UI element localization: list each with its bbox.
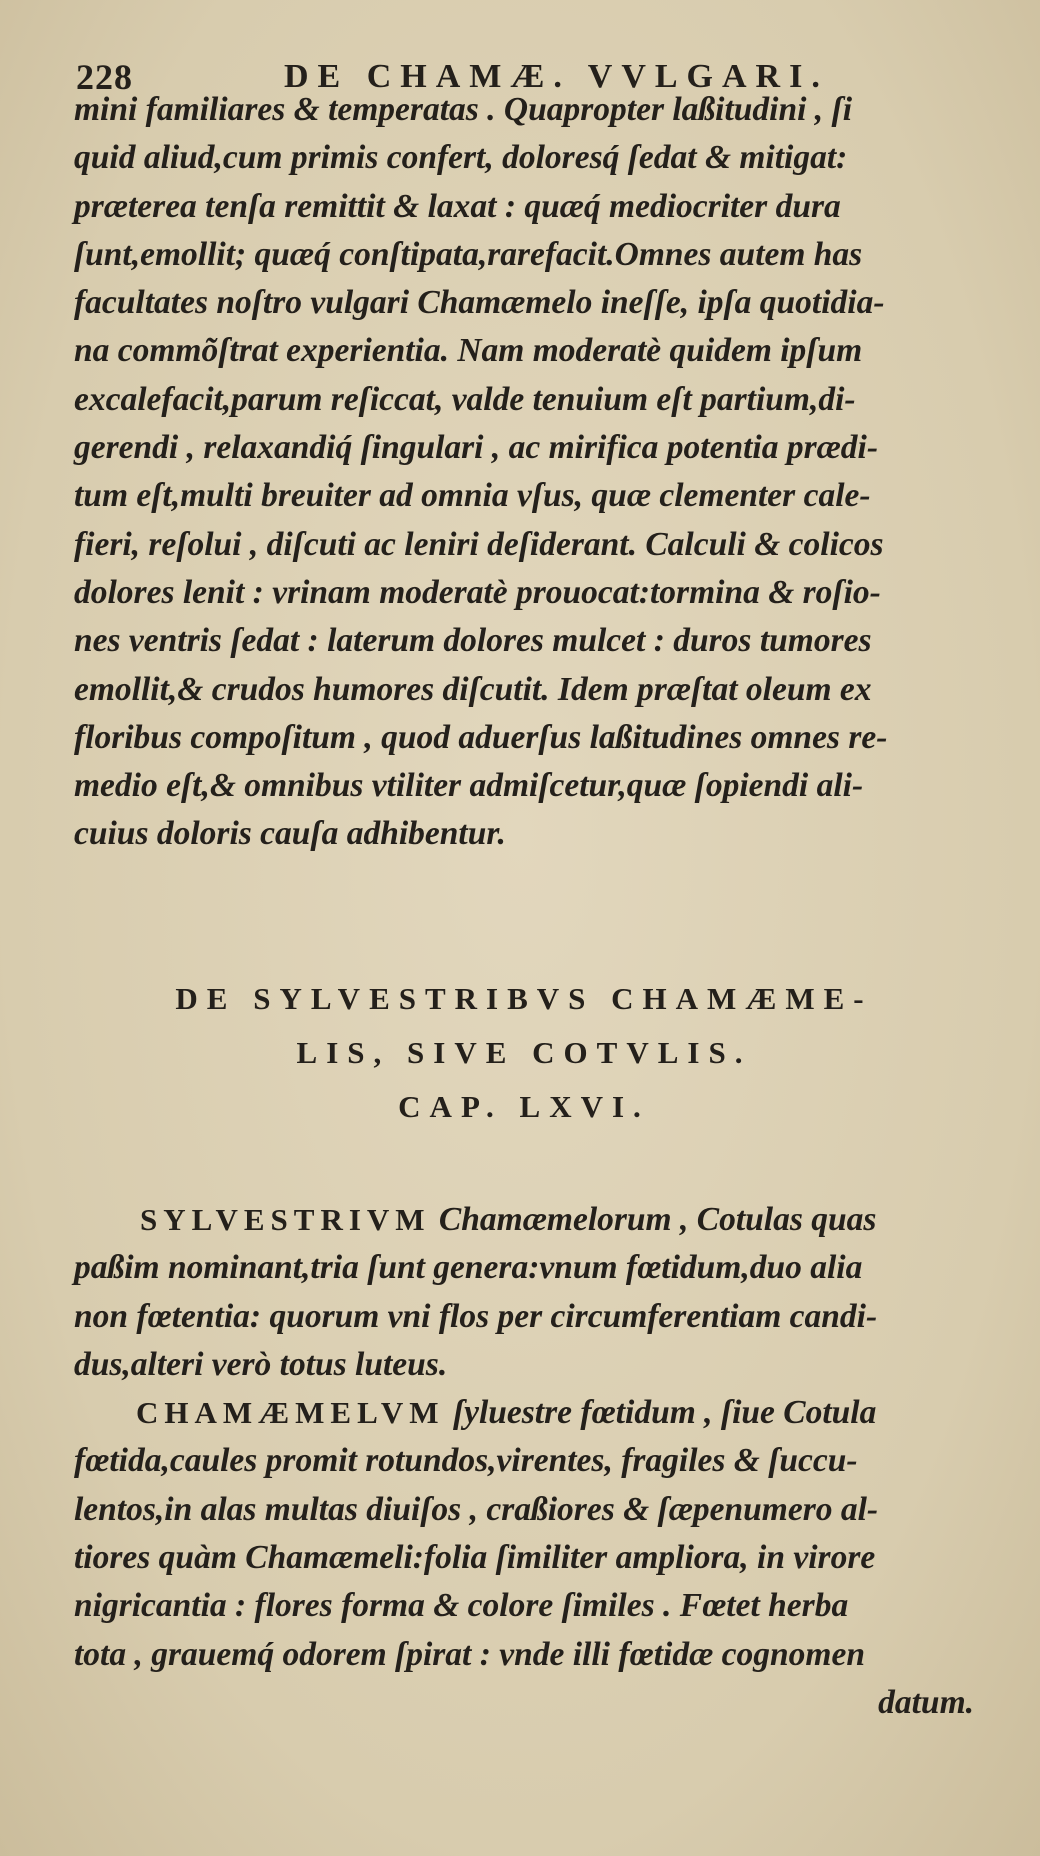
text-line: floribus compoſitum , quod aduerſus laßitudines omnes re- [74,718,888,756]
text-line: gerendi , relaxandiq́ ſingulari , ac mirifica potentia prædi- [74,429,879,467]
chapter-heading [74,972,974,1134]
text-fragment: Chamæmelorum , Cotulas quas [430,1201,877,1238]
text-line: facultates noſtro vulgari Chamæmelo ineſſe, ipſa quotidia- [74,284,885,322]
chapter-title-line: LIS, SIVE COTVLIS. [296,1035,752,1070]
text-line: tum eſt,multi breuiter ad omnia vſus, quæ clementer cale- [74,477,871,515]
text-line: excalefacit,parum reſiccat, valde tenuium eſt partium,di- [74,380,856,418]
chapter-number: CAP. LXVI. [398,1089,650,1124]
text-line: fœtida,caules promit rotundos,virentes, fragiles & ſuccu- [74,1442,858,1480]
chapter-title-line: DE SYLVESTRIBVS CHAMÆME- [175,981,873,1016]
text-line: tiores quàm Chamæmeli:folia ſimiliter ampliora, in virore [74,1539,876,1577]
text-line: dolores lenit : vrinam moderatè prouocat:tormina & roſio- [74,573,881,611]
text-fragment: ſyluestre fœtidum , ſiue Cotula [444,1394,877,1432]
text-line: dus,alteri verò totus luteus. [74,1345,448,1383]
text-line: nes ventris ſedat : laterum dolores mulcet : duros tumores [74,622,872,660]
text-line: fieri, reſolui , diſcuti ac leniri deſiderant. Calculi & colicos [74,525,884,563]
text-line: nigricantia : flores forma & colore ſimiles . Fœtet herba [74,1587,849,1625]
paragraph-last-line: datum. [878,1683,974,1721]
text-line: non fœtentia: quorum vni flos per circumferentiam candi- [74,1297,878,1335]
text-line: emollit,& crudos humores diſcutit. Idem præſtat oleum ex [74,670,872,708]
text-line: medio eſt,& omnibus vtiliter admiſcetur,quæ ſopiendi ali- [74,767,864,805]
paragraph-first-line [74,1196,974,1244]
paragraph-first-line [74,1389,974,1437]
chapter-body [74,1196,974,1727]
text-line: lentos,in alas multas diuiſos , craßiores & ſæpenumero al- [74,1490,879,1528]
text-line: na commõſtrat experientia. Nam moderatè quidem ipſum [74,332,863,370]
text-line: quid aliud,cum primis confert, doloresq́ ſedat & mitigat: [74,139,848,177]
text-line: tota , grauemq́ odorem ſpirat : vnde illi fœtidæ cognomen [74,1635,865,1673]
small-caps-lead: SYLVESTRIVM [140,1202,431,1237]
text-line: paßim nominant,tria ſunt genera:vnum fœtidum,duo alia [74,1249,863,1287]
text-line: cuius doloris cauſa adhibentur. [74,815,506,853]
text-line: mini familiares & temperatas . Quapropter laßitudini , ſi [74,91,853,128]
text-line: ſunt,emollit; quæq́ conſtipata,rarefacit.Omnes autem has [74,235,863,273]
running-head: DE CHAMÆ. VVLGARI. [284,58,829,95]
paragraph-chamaemelum-virtues [74,86,974,859]
text-line: præterea tenſa remittit & laxat : quæq́ mediocriter dura [74,187,841,225]
small-caps-lead: CHAMÆMELVM [136,1395,445,1431]
page-number: 228 [76,57,133,97]
